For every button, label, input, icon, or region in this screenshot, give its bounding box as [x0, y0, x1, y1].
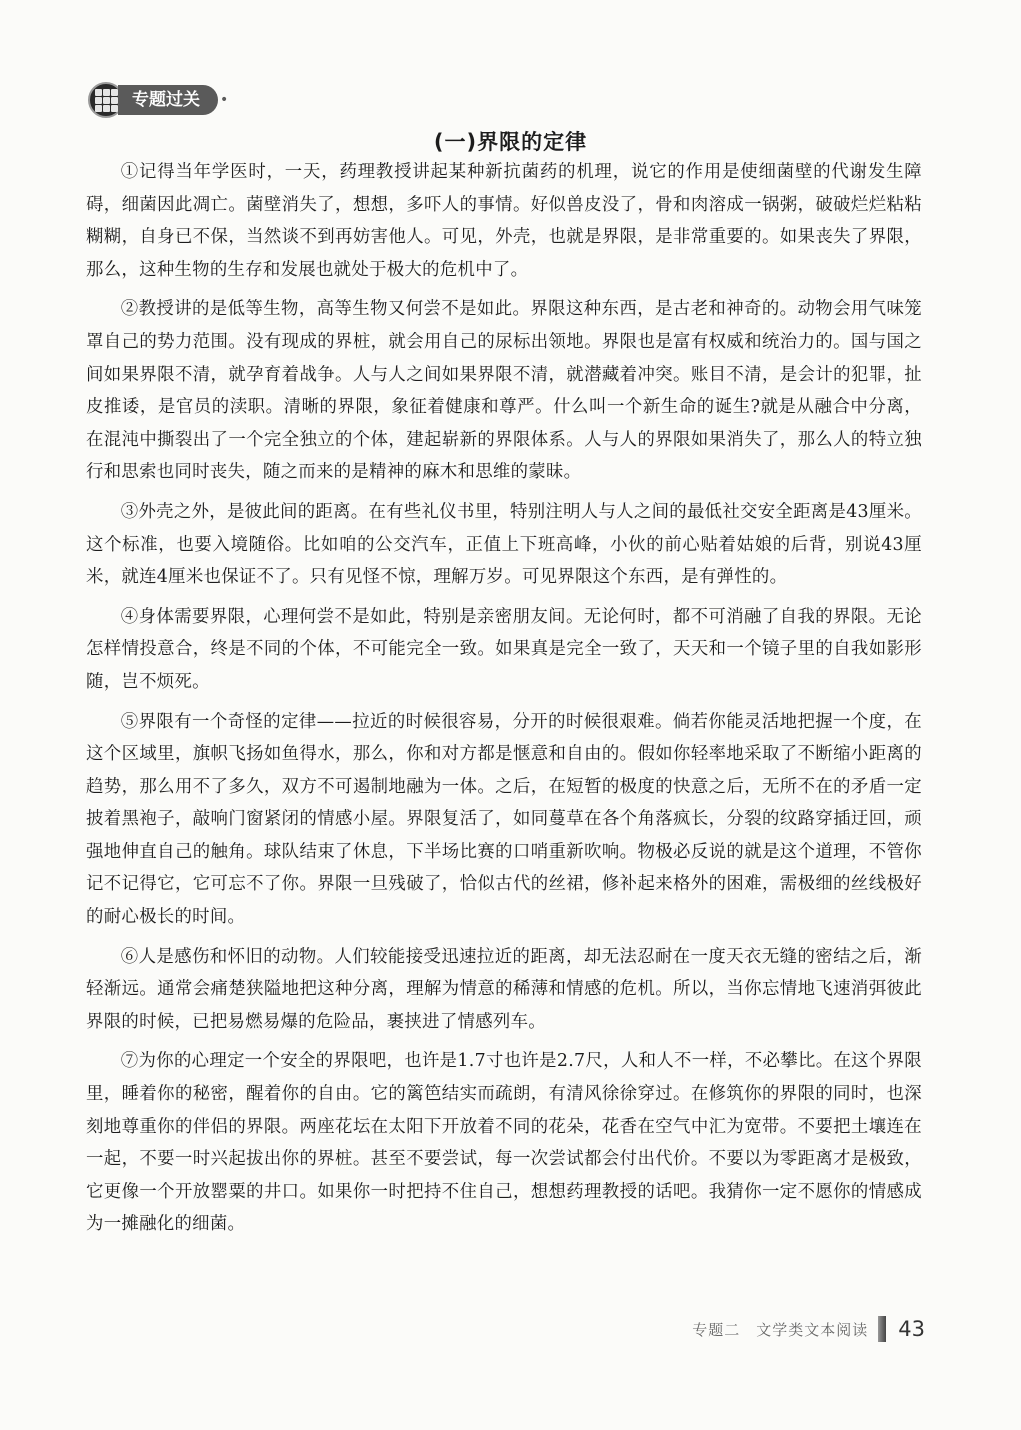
paragraph-6: ⑥人是感伤和怀旧的动物。人们较能接受迅速拉近的距离，却无法忍耐在一度天衣无缝的密结之后，渐轻渐远。通常会痛楚狭隘地把这种分离，理解为情意的稀薄和情感的危机。所以，当你忘情地飞速消弭彼此界限的时候，已把易燃易爆的危险品，裹挟进了情感列车。 [86, 946, 922, 1032]
article-title: (一)界限的定律 [433, 130, 588, 154]
page-footer [692, 1314, 925, 1344]
footer-divider [878, 1316, 886, 1342]
paragraph-3: ③外壳之外，是彼此间的距离。在有些礼仪书里，特别注明人与人之间的最低社交安全距离是43厘米。这个标准，也要入境随俗。比如咱的公交汽车，正值上下班高峰，小伙的前心贴着姑娘的后背，别说43厘米，就连4厘米也保证不了。只有见怪不惊，理解万岁。可见界限这个东西，是有弹性的。 [86, 501, 922, 588]
paragraph-7: ⑦为你的心理定一个安全的界限吧，也许是1.7寸也许是2.7尺，人和人不一样，不必攀比。在这个界限里，睡着你的秘密，醒着你的自由。它的篱笆结实而疏朗，有清风徐徐穿过。在修筑你的界限的同时，也深刻地尊重你的伴侣的界限。两座花坛在太阳下开放着不同的花朵，花香在空气中汇为宽带。不要把土壤连在一起，不要一时兴起拔出你的界桩。甚至不要尝试，每一次尝试都会付出代价。不要以为零距离才是极致，它更像一个开放罂粟的井口。如果你一时把持不住自己，想想药理教授的话吧。我猜你一定不愿你的情感成为一摊融化的细菌。 [86, 1051, 922, 1235]
badge-dot: • [220, 92, 229, 108]
section-badge [88, 82, 228, 118]
paragraph-4: ④身体需要界限，心理何尝不是如此，特别是亲密朋友间。无论何时，都不可消融了自我的界限。无论怎样情投意合，终是不同的个体，不可能完全一致。如果真是完全一致了，天天和一个镜子里的自我如影形随，岂不烦死。 [86, 606, 922, 692]
page-number: 43 [898, 1317, 925, 1341]
badge-label: 专题过关 [118, 85, 218, 115]
paragraph-1: ①记得当年学医时，一天，药理教授讲起某种新抗菌药的机理，说它的作用是使细菌壁的代谢发生障碍，细菌因此凋亡。菌壁消失了，想想，多吓人的事情。好似兽皮没了，骨和肉溶成一锅粥，破破烂烂粘粘糊糊，自身已不保，当然谈不到再妨害他人。可见，外壳，也就是界限，是非常重要的。如果丧失了界限，那么，这种生物的生存和发展也就处于极大的危机中了。 [86, 162, 922, 280]
article-body [86, 156, 922, 1248]
paragraph-5: ⑤界限有一个奇怪的定律——拉近的时候很容易，分开的时候很艰难。倘若你能灵活地把握一个度，在这个区域里，旗帜飞扬如鱼得水，那么，你和对方都是惬意和自由的。假如你轻率地采取了不断缩小距离的趋势，那么用不了多久，双方不可遏制地融为一体。之后，在短暂的极度的快意之后，无所不在的矛盾一定披着黑袍子，敲响门窗紧闭的情感小屋。界限复活了，如同蔓草在各个角落疯长，分裂的纹路穿插迂回，顽强地伸直自己的触角。球队结束了休息，下半场比赛的口哨重新吹响。物极必反说的就是这个道理，不管你记不记得它，它可忘不了你。界限一旦残破了，恰似古代的丝裙，修补起来格外的困难，需极细的丝线极好的耐心极长的时间。 [86, 711, 922, 928]
footer-section-title: 专题二 文学类文本阅读 [692, 1320, 869, 1339]
paragraph-2: ②教授讲的是低等生物，高等生物又何尝不是如此。界限这种东西，是古老和神奇的。动物会用气味笼罩自己的势力范围。没有现成的界桩，就会用自己的尿标出领地。界限也是富有权威和统治力的。国与国之间如果界限不清，就孕育着战争。人与人之间如果界限不清，就潜藏着冲突。账目不清，是会计的犯罪，扯皮推诿，是官员的渎职。清晰的界限，象征着健康和尊严。什么叫一个新生命的诞生?就是从融合中分离，在混沌中撕裂出了一个完全独立的个体，建起崭新的界限体系。人与人的界限如果消失了，那么人的特立独行和思索也同时丧失，随之而来的是精神的麻木和思维的蒙昧。 [86, 299, 922, 483]
